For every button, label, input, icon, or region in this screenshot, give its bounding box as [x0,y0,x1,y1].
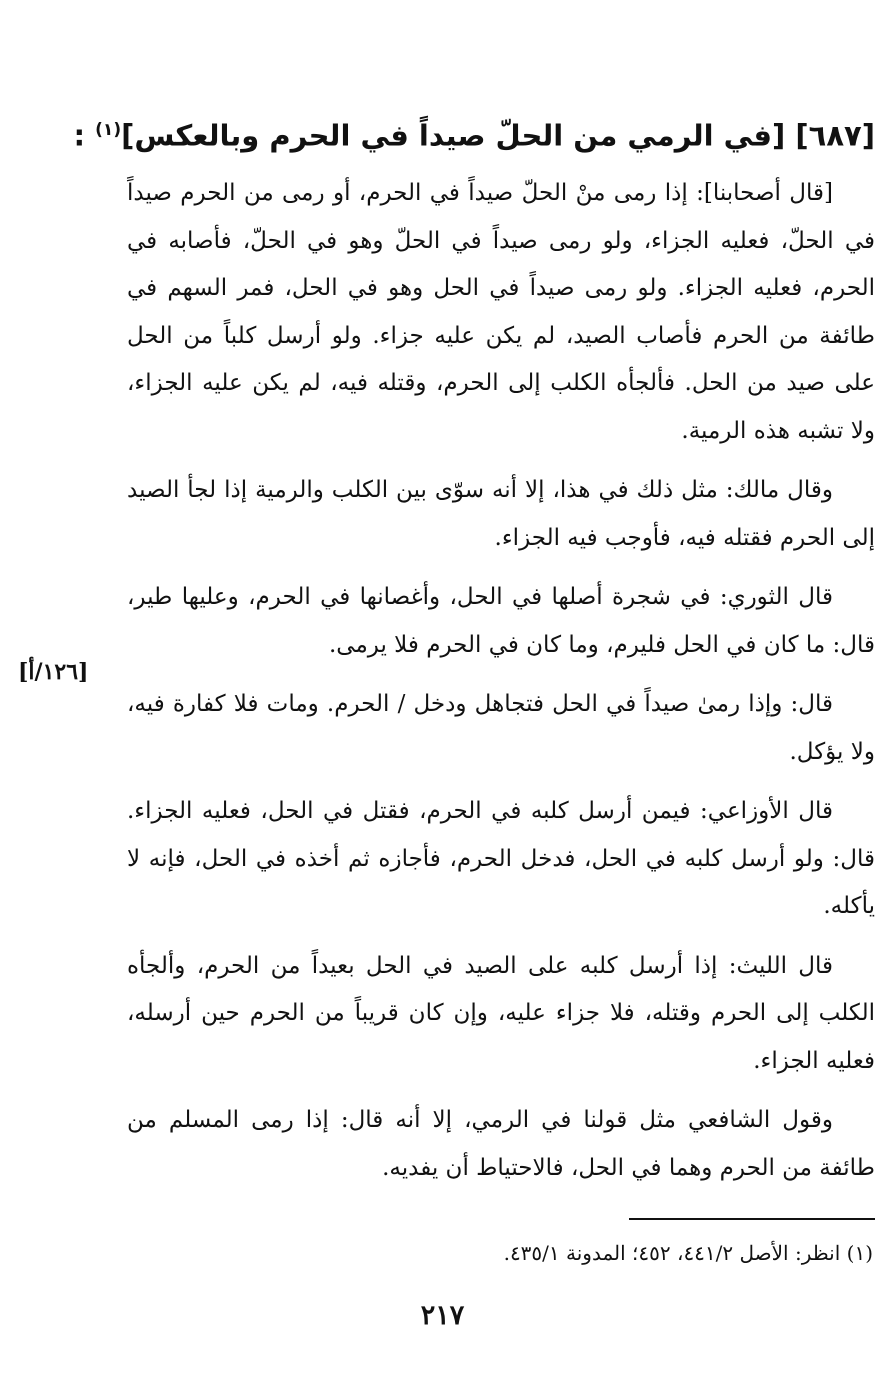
footnote-separator [629,1218,875,1220]
section-heading [73,108,875,158]
paragraph-6: قال الليث: إذا أرسل كلبه على الصيد في الحل بعيداً من الحرم، وألجأه الكلب إلى الحرم وقتله، فلا جزاء عليه، وإن كان قريباً من الحرم حين أرسله، فعليه الجزاء. [127,952,875,1074]
heading-colon: : [73,118,96,153]
paragraph-5: قال الأوزاعي: فيمن أرسل كلبه في الحرم، فقتل في الحل، فعليه الجزاء. قال: ولو أرسل كلبه في الحل، فدخل الحرم، فأجازه ثم أخذه في الحل، فإنه لا يأكله. [127,798,875,919]
heading-text: [٦٨٧] [في الرمي من الحلّ صيداً في الحرم وبالعكس] [121,118,875,153]
paragraph-3: قال الثوري: في شجرة أصلها في الحل، وأغصانها في الحرم، وعليها طير، قال: ما كان في الحل فليرم، وما كان في الحرم فلا يرمى. [127,584,875,658]
footnote-reference: (١) [95,120,122,140]
paragraph-2: وقال مالك: مثل ذلك في هذا، إلا أنه سوّى بين الكلب والرمية إذا لجأ الصيد إلى الحرم فقتله فيه، فأوجب فيه الجزاء. [127,477,875,551]
paragraph-1: [قال أصحابنا]: إذا رمى منْ الحلّ صيداً في الحرم، أو رمى من الحرم صيداً في الحلّ، فعليه الجزاء، ولو رمى صيداً في الحلّ وهو في الحلّ، فأصابه في الحرم، فعليه الجزاء. ولو رمى صيداً في الحل وهو في الحل، فمر السهم في طائفة من الحرم فأصاب الصيد، لم يكن عليه جزاء. ولو أرسل كلباً من الحل على صيد من الحل. فألجأه الكلب إلى الحرم، وقتله فيه، لم يكن عليه الجزاء، ولا تشبه هذه الرمية. [127,180,875,444]
body-text [127,170,875,1204]
paragraph-4: قال: وإذا رمىٰ صيداً في الحل فتجاهل ودخل / الحرم. ومات فلا كفارة فيه، ولا يؤكل. [127,691,875,765]
footnote: (١) انظر: الأصل ٤٤١/٢، ٤٥٢؛ المدونة ٤٣٥/١. [503,1241,873,1265]
manuscript-folio-marker: [١٢٦/أ] [18,659,89,685]
paragraph-7: وقول الشافعي مثل قولنا في الرمي، إلا أنه قال: إذا رمى المسلم من طائفة من الحرم وهما في الحل، فالاحتياط أن يفديه. [127,1107,875,1181]
page-number: ٢١٧ [420,1300,465,1331]
